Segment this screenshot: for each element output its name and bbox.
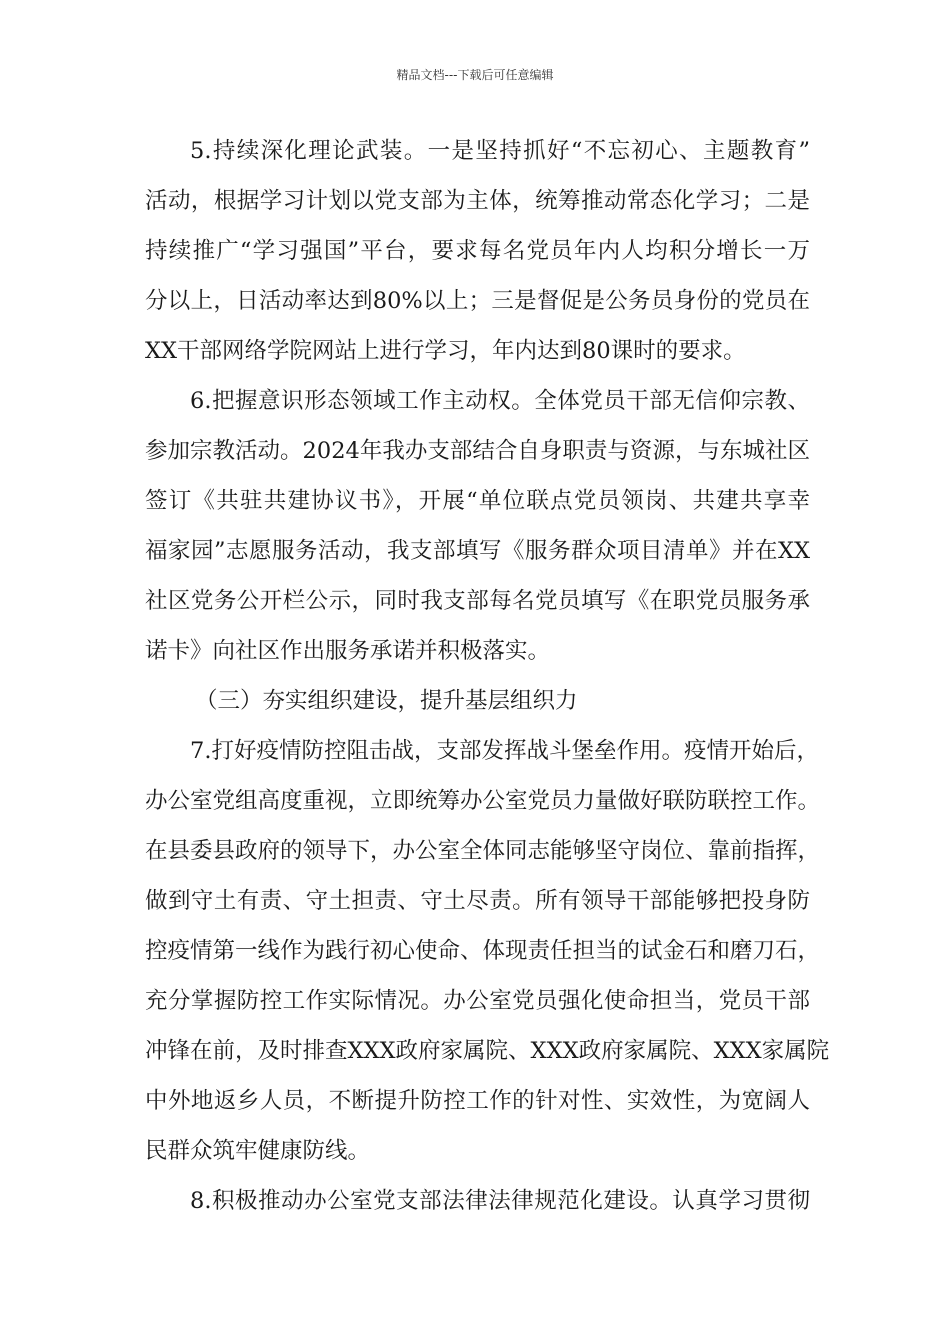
paragraph-line: 社区党务公开栏公示，同时我支部每名党员填写《在职党员服务承 [145, 588, 810, 614]
paragraph-6 [145, 378, 810, 678]
paragraph-line: 办公室党组高度重视，立即统筹办公室党员力量做好联防联控工作。 [145, 788, 821, 814]
paragraph-line: 参加宗教活动。2024年我办支部结合自身职责与资源，与东城社区 [145, 438, 810, 464]
paragraph-line: 中外地返乡人员，不断提升防控工作的针对性、实效性，为宽阔人 [145, 1088, 810, 1114]
page-header: 精品文档---下载后可任意编辑 [396, 68, 554, 82]
section-heading-text: （三）夯实组织建设，提升基层组织力 [195, 688, 578, 714]
paragraph-line: 冲锋在前，及时排查XXX政府家属院、XXX政府家属院、XXX家属院 [145, 1038, 830, 1064]
paragraph-line: 持续推广“学习强国”平台，要求每名党员年内人均积分增长一万 [145, 238, 810, 264]
paragraph-line: 在县委县政府的领导下，办公室全体同志能够坚守岗位、靠前指挥， [145, 838, 821, 864]
paragraph-line: 5.持续深化理论武装。一是坚持抓好“不忘初心、主题教育” [190, 138, 810, 164]
paragraph-line: 6.把握意识形态领域工作主动权。全体党员干部无信仰宗教、 [190, 388, 810, 414]
paragraph-line: XX干部网络学院网站上进行学习，年内达到80课时的要求。 [145, 338, 746, 364]
paragraph-line: 签订《共驻共建协议书》，开展“单位联点党员领岗、共建共享幸 [145, 488, 810, 514]
document-body [145, 128, 830, 1228]
paragraph-line: 活动，根据学习计划以党支部为主体，统筹推动常态化学习；二是 [145, 188, 810, 214]
paragraph-line: 民群众筑牢健康防线。 [145, 1138, 371, 1164]
section-heading [145, 678, 810, 728]
paragraph-5 [145, 128, 810, 378]
paragraph-line: 福家园”志愿服务活动，我支部填写《服务群众项目清单》并在XX [145, 538, 810, 564]
paragraph-7 [145, 728, 830, 1178]
paragraph-line: 分以上，日活动率达到80%以上；三是督促是公务员身份的党员在 [145, 288, 810, 314]
paragraph-line: 做到守土有责、守土担责、守土尽责。所有领导干部能够把投身防 [145, 888, 810, 914]
paragraph-line: 控疫情第一线作为践行初心使命、体现责任担当的试金石和磨刀石， [145, 938, 821, 964]
paragraph-line: 7.打好疫情防控阻击战，支部发挥战斗堡垒作用。疫情开始后， [190, 738, 819, 764]
paragraph-8 [145, 1178, 810, 1228]
paragraph-line: 8.积极推动办公室党支部法律法律规范化建设。认真学习贯彻 [190, 1188, 810, 1214]
paragraph-line: 诺卡》向社区作出服务承诺并积极落实。 [145, 638, 551, 664]
paragraph-line: 充分掌握防控工作实际情况。办公室党员强化使命担当，党员干部 [145, 988, 810, 1014]
